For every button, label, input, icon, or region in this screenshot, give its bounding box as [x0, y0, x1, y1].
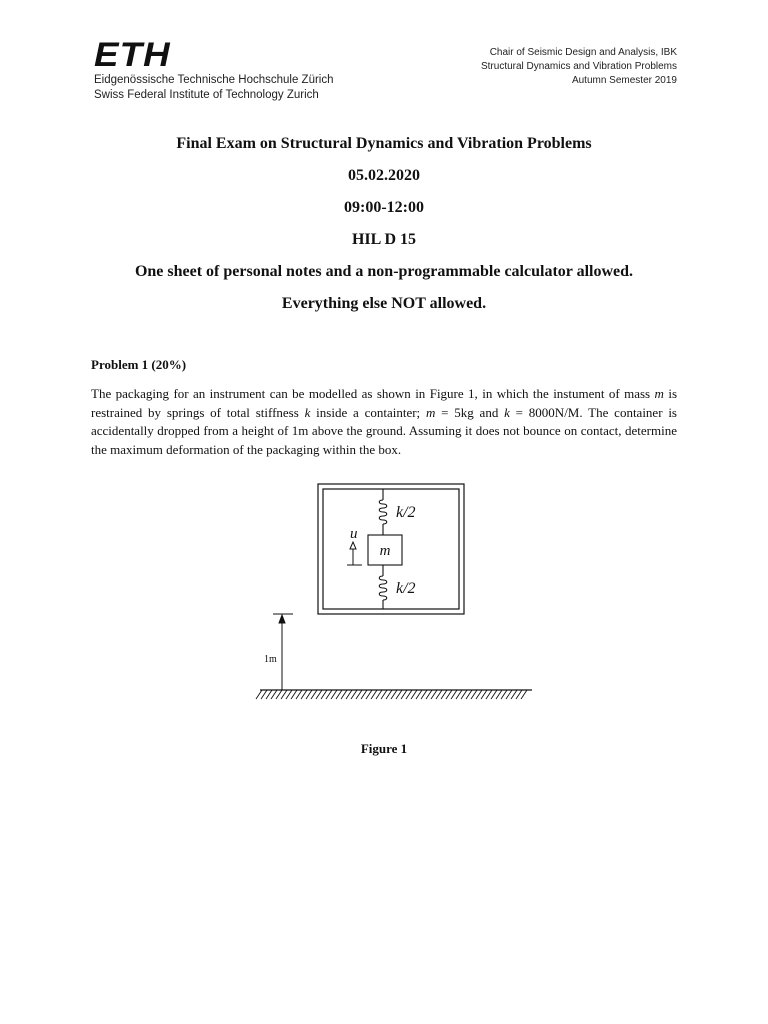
exam-title: Final Exam on Structural Dynamics and Vibration Problems [176, 135, 592, 152]
top-spring-icon [379, 489, 387, 535]
packaging-diagram [250, 475, 550, 715]
variable-m: m [654, 386, 664, 401]
variable-k: k [304, 404, 311, 420]
problem-text-part: is restrained by springs of total stiffness [91, 386, 677, 420]
logo-mark: ETH [94, 36, 171, 74]
displacement-label: u [350, 526, 358, 542]
institution-name-de: Eidgenössische Technische Hochschule Zürich [94, 74, 334, 86]
problem-text-part: inside a containter; [310, 404, 426, 420]
semester-line: Autumn Semester 2019 [571, 75, 677, 86]
height-label: 1m [264, 654, 277, 665]
mass-label: m [379, 543, 391, 559]
displacement-arrow-icon [347, 542, 362, 565]
problem-text-part: = 8000N/M. The container is accidentally dropped from a height of 1m above the ground. Assuming it does not bounce on contact, determine the maximum deformation of the packaging within the box. [91, 404, 677, 457]
bottom-spring-icon [379, 565, 387, 609]
ground-hatching [256, 690, 532, 699]
exam-time: 09:00-12:00 [344, 199, 424, 216]
spring-top-label: k/2 [396, 504, 416, 521]
course-info [481, 46, 677, 88]
exam-room: HIL D 15 [351, 231, 416, 248]
course-line: Structural Dynamics and Vibration Problems [480, 61, 677, 72]
variable-k: k [504, 404, 510, 420]
problem-heading: Problem 1 (20%) [91, 357, 187, 372]
spring-bottom-label: k/2 [396, 580, 416, 597]
exam-title-block [0, 134, 768, 314]
figure-caption: Figure 1 [360, 741, 408, 756]
exam-date: 05.02.2020 [348, 167, 420, 184]
eth-logo [94, 36, 334, 103]
institution-name-en: Swiss Federal Institute of Technology Zurich [94, 89, 319, 101]
figure-1 [250, 475, 550, 715]
problem-text-part: The packaging for an instrument can be modelled as shown in Figure 1, in which the instument of mass [91, 386, 655, 401]
height-arrow-icon [273, 614, 293, 690]
problem-text-part: = 5kg and [435, 404, 505, 420]
allowed-materials: One sheet of personal notes and a non-programmable calculator allowed. [134, 263, 634, 280]
chair-line: Chair of Seismic Design and Analysis, IBK [489, 47, 677, 58]
not-allowed-note: Everything else NOT allowed. [281, 295, 487, 312]
variable-m: m [425, 404, 436, 420]
problem-statement [91, 385, 677, 459]
